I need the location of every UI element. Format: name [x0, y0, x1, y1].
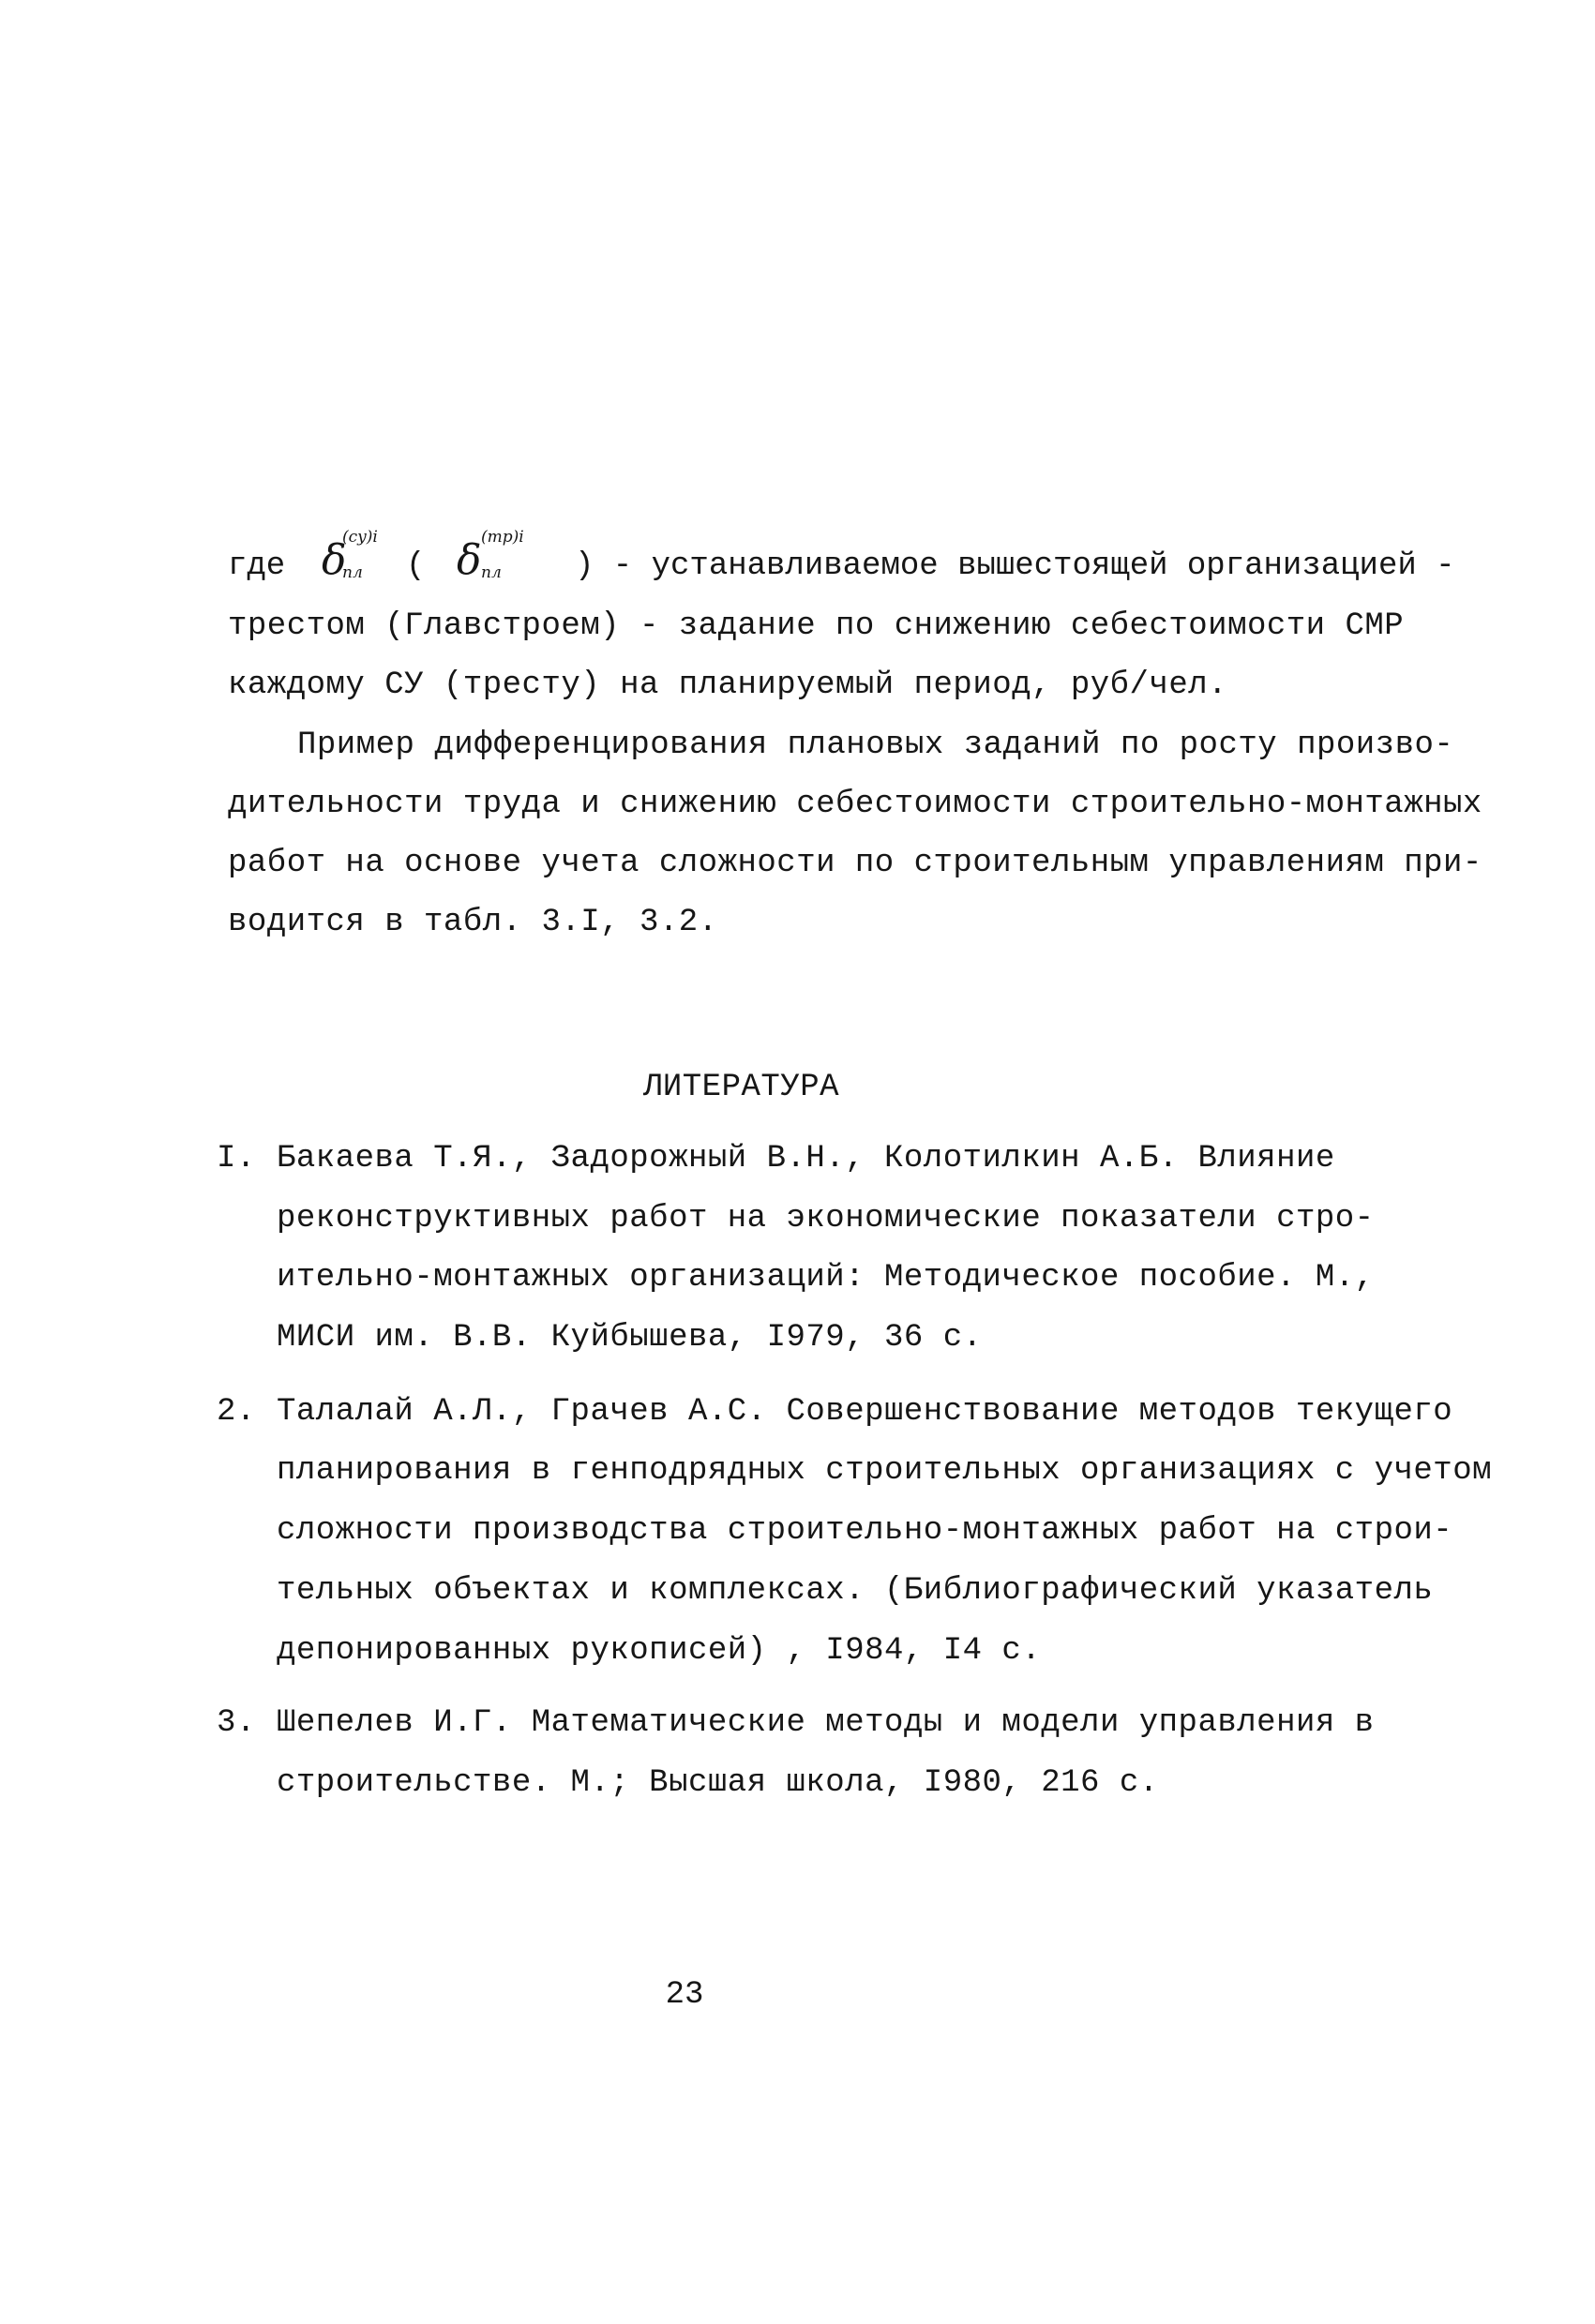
reference-2-number: 2.: [217, 1394, 256, 1430]
reference-2-line-2: планирования в генподрядных строительных организациях с учетом: [277, 1453, 1493, 1489]
delta-1-subscript: пл: [342, 563, 363, 582]
reference-2-line-3: сложности производства строительно-монтажных работ на строи-: [277, 1513, 1453, 1549]
reference-1-line-4: МИСИ им. В.В. Куйбышева, I979, 36 с.: [277, 1320, 983, 1356]
formula-line: [228, 527, 1466, 592]
paragraph-1-line-2: каждому СУ (тресту) на планируемый период, руб/чел.: [228, 667, 1228, 703]
paragraph-2-line-4: водится в табл. 3.I, 3.2.: [228, 905, 718, 940]
reference-1-line-3: ительно-монтажных организаций: Методическое пособие. М.,: [277, 1260, 1375, 1296]
reference-3-line-1: Шепелев И.Г. Математические методы и модели управления в: [277, 1705, 1375, 1741]
literature-heading: ЛИТЕРАТУРА: [642, 1070, 840, 1105]
reference-1-line-2: реконструктивных работ на экономические показатели стро-: [277, 1201, 1375, 1237]
reference-3-line-2: строительстве. М.; Высшая школа, I980, 216 с.: [277, 1765, 1159, 1801]
formula-open-paren: (: [406, 548, 426, 584]
delta-2-superscript: (mp)i: [481, 528, 524, 547]
formula-tail-text: ) - устанавливаемое вышестоящей организацией -: [575, 548, 1455, 584]
paragraph-1-line-1: трестом (Главстроем) - задание по снижению себестоимости СМР: [228, 608, 1405, 644]
delta-1-superscript: (cy)i: [342, 528, 378, 547]
paragraph-2-line-3: работ на основе учета сложности по строительным управлениям при-: [228, 846, 1482, 881]
delta-2-subscript: пл: [481, 563, 502, 582]
paragraph-2-line-1: Пример дифференцирования плановых заданий по росту произво-: [297, 727, 1454, 763]
reference-2-line-4: тельных объектах и комплексах. (Библиографический указатель: [277, 1573, 1434, 1609]
page-number: 23: [665, 1977, 704, 2013]
reference-2-line-1: Талалай А.Л., Грачев А.С. Совершенствование методов текущего: [277, 1394, 1453, 1430]
reference-1-line-1: Бакаева Т.Я., Задорожный В.Н., Колотилкин А.Б. Влияние: [277, 1141, 1335, 1177]
formula-lead-word: где: [228, 548, 286, 584]
reference-2-line-5: депонированных рукописей) , I984, I4 с.: [277, 1633, 1042, 1669]
delta-symbol-1: δ: [322, 536, 347, 584]
delta-symbol-2: δ: [457, 536, 482, 584]
reference-1-number: I.: [217, 1141, 256, 1177]
paragraph-2-line-2: дительности труда и снижению себестоимости строительно-монтажных: [228, 787, 1482, 822]
reference-3-number: 3.: [217, 1705, 256, 1741]
